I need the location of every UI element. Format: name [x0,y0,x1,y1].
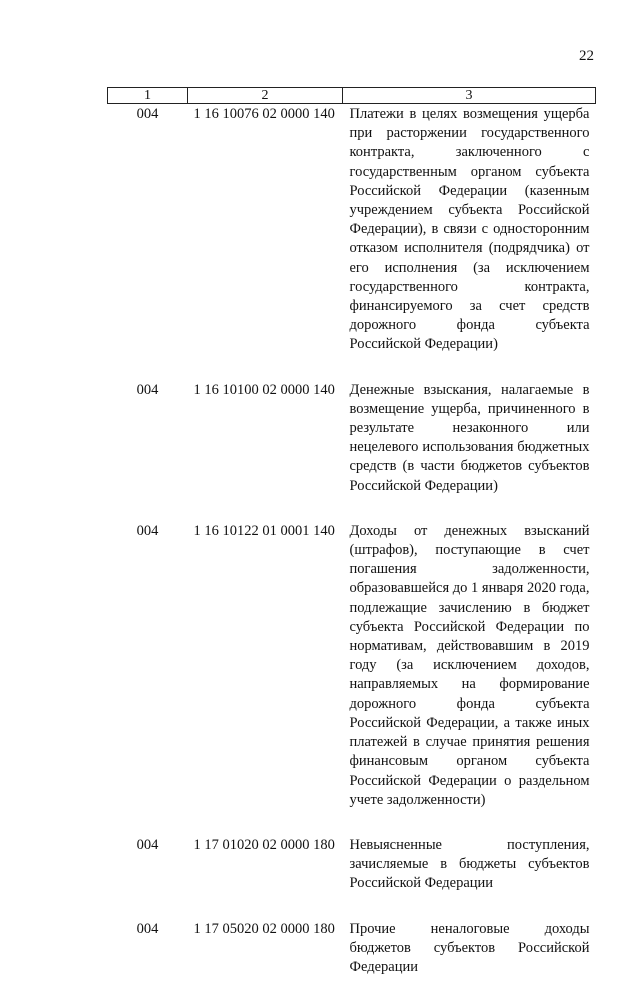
revenue-code-cell: 1 17 01020 02 0000 180 [188,836,343,920]
description-cell: Денежные взыскания, налагаемые в возмещение ущерба, причиненного в результате незаконного или нецелевого использования бюджетных средств (в части бюджетов субъектов Российской Федерации) [343,381,596,522]
revenue-code-cell: 1 16 10076 02 0000 140 [188,104,343,381]
admin-code-cell: 004 [108,381,188,522]
description-cell: Платежи в целях возмещения ущерба при расторжении государственного контракта, заключенного с государственным органом субъекта Российской Федерации (казенным учреждением субъекта Российской Федерации), в связи с односторонним отказом исполнителя (подрядчика) от его исполнения (за исключением государственного контракта, финансируемого за счет средств дорожного фонда субъекта Российской Федерации) [343,104,596,381]
header-col-3: 3 [343,88,596,104]
table-row [108,920,596,1003]
revenue-code-cell: 1 16 10122 01 0001 140 [188,522,343,836]
table-row [108,836,596,920]
description-cell: Прочие неналоговые доходы бюджетов субъектов Российской Федерации [343,920,596,1003]
table-row [108,522,596,836]
table-row [108,381,596,522]
page-number: 22 [579,48,594,65]
budget-classification-table [107,87,596,1003]
header-col-1: 1 [108,88,188,104]
admin-code-cell: 004 [108,836,188,920]
table-body [108,104,596,1003]
header-row [108,88,596,104]
revenue-code-cell: 1 16 10100 02 0000 140 [188,381,343,522]
description-cell: Невыясненные поступления, зачисляемые в бюджеты субъектов Российской Федерации [343,836,596,920]
admin-code-cell: 004 [108,104,188,381]
header-col-2: 2 [188,88,343,104]
table-header [108,88,596,104]
revenue-code-cell: 1 17 05020 02 0000 180 [188,920,343,1003]
admin-code-cell: 004 [108,522,188,836]
table-row [108,104,596,381]
admin-code-cell: 004 [108,920,188,1003]
description-cell: Доходы от денежных взысканий (штрафов), поступающие в счет погашения задолженности, образовавшейся до 1 января 2020 года, подлежащие зачислению в бюджет субъекта Российской Федерации по нормативам, действовавшим в 2019 году (за исключением доходов, направляемых на формирование дорожного фонда субъекта Российской Федерации, а также иных платежей в случае принятия решения финансовым органом субъекта Российской Федерации о раздельном учете задолженности) [343,522,596,836]
